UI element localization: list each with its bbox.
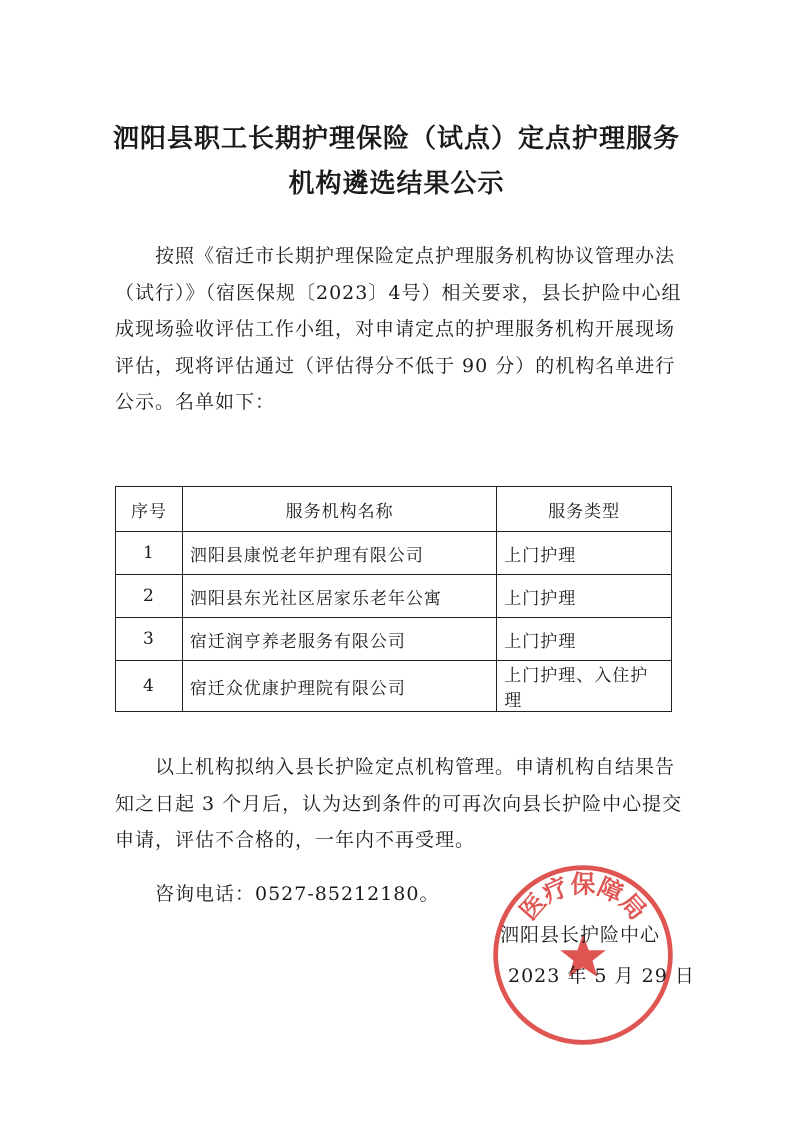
row-index: 4 [116,661,183,712]
closing-paragraph: 以上机构拟纳入县长护险定点机构管理。申请机构自结果告知之日起 3 个月后，认为达到条件的可再次向县长护险中心提交申请，评估不合格的，一年内不再受理。 [115,756,683,851]
contact-line: 咨询电话：0527-85212180。 [155,883,440,905]
institution-table [115,486,672,712]
row-type: 上门护理 [497,532,672,575]
row-name: 泗阳县东光社区居家乐老年公寓 [182,575,496,618]
row-name: 泗阳县康悦老年护理有限公司 [182,532,496,575]
header-name: 服务机构名称 [182,487,496,532]
table-header-row [116,487,672,532]
row-index: 2 [116,575,183,618]
row-type: 上门护理 [497,618,672,661]
row-type: 上门护理 [497,575,672,618]
row-name: 宿迁润亨养老服务有限公司 [182,618,496,661]
row-index: 3 [116,618,183,661]
seal-text: 医疗保障局 [513,869,653,926]
row-type: 上门护理、入住护理 [497,661,672,712]
table-row [116,575,672,618]
row-index: 1 [116,532,183,575]
document-title-line1: 泗阳县职工长期护理保险（试点）定点护理服务 [112,124,680,154]
header-type: 服务类型 [497,487,672,532]
table-row [116,661,672,712]
official-seal [488,860,678,1050]
signature-date: 2023 年 5 月 29 日 [508,965,695,987]
intro-paragraph: 按照《宿迁市长期护理保险定点护理服务机构协议管理办法（试行）》（宿医保规〔2023〕4号）相关要求，县长护险中心组成现场验收评估工作小组，对申请定点的护理服务机构开展现场评估，现将评估通过（评估得分不低于 90 分）的机构名单进行公示。名单如下： [115,245,682,413]
row-name: 宿迁众优康护理院有限公司 [182,661,496,712]
document-title-line2: 机构遴选结果公示 [288,169,505,199]
signature-org: 泗阳县长护险中心 [500,924,661,946]
table-row [116,532,672,575]
table-row [116,618,672,661]
header-index: 序号 [116,487,183,532]
